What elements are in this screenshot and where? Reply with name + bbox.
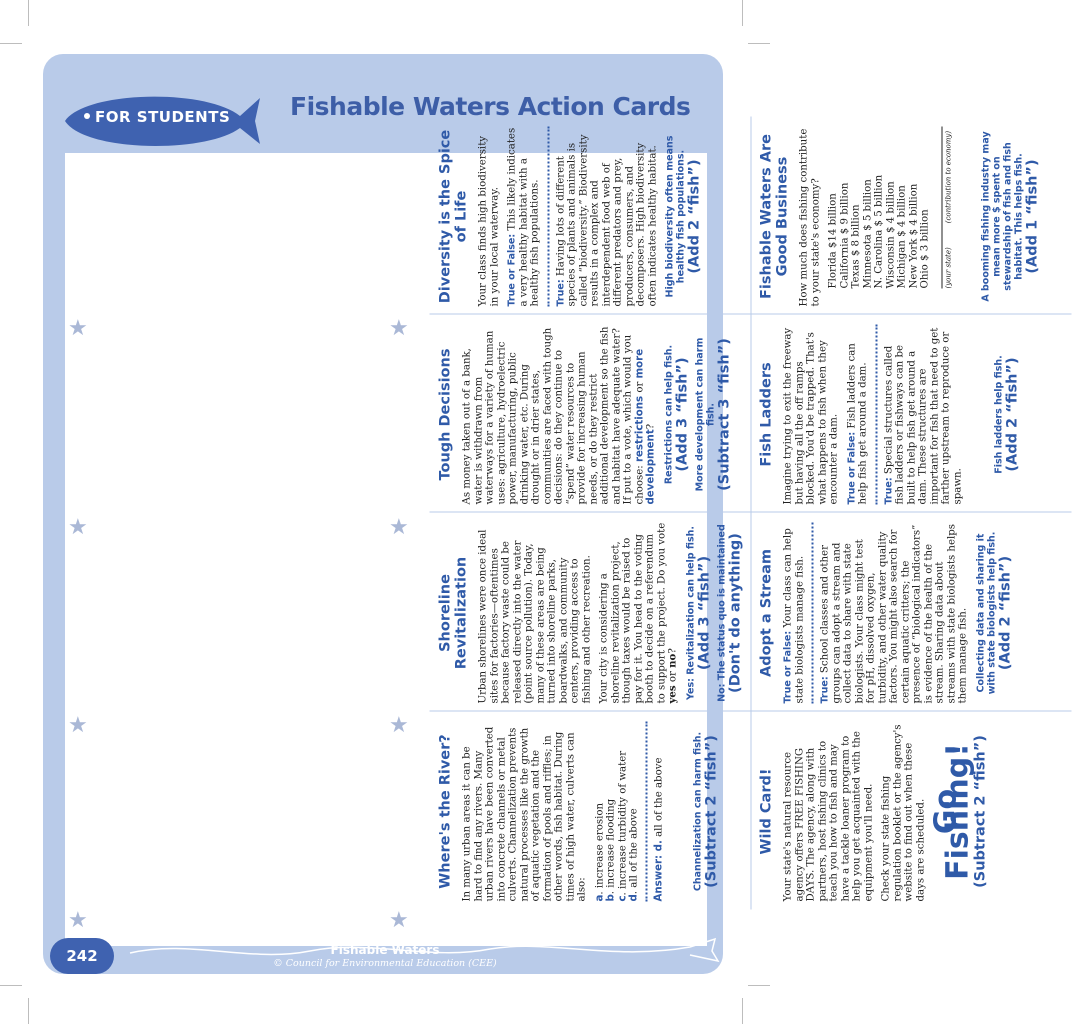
- card-where-river: [430, 712, 751, 910]
- card-title: Tough Decisions: [437, 348, 454, 481]
- option-b: b. increase flooding: [605, 798, 617, 902]
- card-shoreline: [430, 513, 751, 712]
- card-body: Your state's natural resource agency offers FREE FISHING DAYS. The agency, along with partners, host fishing clinics to teach you how to fish and may have a tackle loaner program to help you get acquainted with the equipment you'll need.: [782, 731, 874, 902]
- go-fishing: Go Fishing!: [928, 743, 975, 880]
- score: (Add 2 “fish”): [686, 159, 703, 274]
- card-title: Diversity is the Spice of Life: [437, 129, 470, 304]
- card-title: Fishable Waters Are Good Business: [758, 134, 791, 299]
- list-item: Minnesota $ 5 billion: [862, 179, 873, 289]
- score: (Add 2 “fish”): [1004, 357, 1021, 472]
- true-answer: True: Special structures called fish ladders or fishways can be built to help fish get around a dam. These structures are important for fish that need to get farther upstream to reproduce or spawn.: [883, 327, 963, 505]
- true-answer: True: Having lots of different species of plants and animals is called “biodiversity.” Biodiversity results in a complex and interdependent food web of different predators and prey, producers, consumers, and decomposers. High biodiversity often indicates healthy habitat.: [555, 134, 658, 307]
- true-false: True or False: Your class can help state biologists manage fish.: [782, 528, 805, 704]
- score: (Add 2 “fish”): [997, 555, 1013, 671]
- page-number: 242: [50, 938, 114, 974]
- star-icon: ★: [68, 908, 88, 933]
- score: (Subtract 2 “fish”): [703, 735, 720, 888]
- result: Channelization can harm fish.: [692, 731, 704, 892]
- score-development: (Subtract 3 “fish”): [716, 338, 733, 491]
- card-good-business: [751, 117, 1072, 315]
- card-grid: [430, 117, 1072, 910]
- score-yes: (Add 3 “fish”): [696, 555, 712, 671]
- crop-mark: [748, 43, 770, 44]
- option-d: d. all of the above: [628, 808, 640, 902]
- card-diversity: [430, 117, 751, 315]
- card-body: Imagine trying to exit the freeway but having all the off ramps blocked. You'd be trapped. That's what happens to fish when they encounter a dam.: [782, 327, 840, 505]
- footer-copyright: © Council for Environmental Education (CEE): [273, 958, 497, 969]
- crop-mark: [28, 0, 29, 26]
- star-icon: ★: [389, 713, 409, 738]
- crop-mark: [28, 998, 29, 1024]
- result: Collecting data and sharing it with state biologists help fish.: [975, 531, 997, 695]
- option-a: a. increase erosion: [594, 802, 605, 902]
- true-answer: True: School classes and other groups can adopt a stream and collect data to share with state biologists. Your class might test for pH, dissolved oxygen, turbidity, and other water quality factors. You might also search for certain aquatic critters; the presence of “biological indicators” is evidence of the health of the stream. Sharing data about streams with state biologists helps them manage fish.: [819, 523, 969, 704]
- card-title: Shoreline Revitalization: [437, 556, 470, 670]
- footer-brand: Fishable Waters: [330, 943, 440, 957]
- card-body: As money taken out of a bank, water is withdrawn from waterways for a variety of human uses: agriculture, hydroelectric power, manufacturing, public drinking water, etc. During drought or in drier states, communities are faced with tough decisions: do they continue to “spend” water resources to provide for increasing human needs, or do they restrict additional development so the fish and habitat have adequate water? If put to a vote, which would you choose: restrictions or more development?: [461, 326, 657, 505]
- card-title: Wild Card!: [758, 768, 775, 855]
- list-item: Wisconsin $ 4 billion: [885, 181, 896, 289]
- option-c: c. increase turbidity of water: [617, 750, 628, 902]
- list-item: California $ 9 billion: [839, 182, 850, 289]
- result-restrictions: Restrictions can help fish.: [663, 344, 674, 485]
- list-item: Florida $14 billion: [827, 193, 839, 289]
- list-item: Ohio $ 3 billion: [919, 209, 931, 289]
- state-list: [828, 127, 932, 289]
- crop-mark: [742, 0, 743, 26]
- crop-mark: [748, 985, 770, 986]
- score-restrictions: (Add 3 “fish”): [674, 357, 690, 472]
- score: (Add 1 “fish”): [1024, 159, 1041, 274]
- for-students-badge: [55, 86, 265, 156]
- card-body: How much does fishing contribute to your state's economy?: [798, 128, 821, 307]
- crop-mark: [0, 985, 22, 986]
- card-wild-card: [751, 712, 1072, 910]
- answer: Answer: d. all of the above: [653, 757, 664, 902]
- card-body: Your class finds high biodiversity in your local waterway.: [477, 135, 500, 307]
- list-item: New York $ 4 billion: [908, 183, 919, 289]
- result: High biodiversity often means healthy fish populations.: [664, 135, 687, 298]
- result-no: No: The status quo is maintained: [716, 524, 728, 702]
- score-no: (Don't do anything): [727, 533, 744, 693]
- card-body: Urban shorelines were once ideal sites for factories—oftentimes because factory waste could be released directly into the water (point source pollution). Today, many of these areas are being turned into shoreline parks, boardwalks, and community centers, providing access to fishing and other recreation.: [477, 529, 592, 704]
- card-adopt-stream: [751, 513, 1072, 712]
- list-item: N. Carolina $ 5 billion: [873, 174, 885, 289]
- list-item: Texas $ 8 billion: [850, 204, 862, 289]
- blank-line: (your state)(contribution to economy): [941, 127, 955, 289]
- true-false: True or False: This likely indicates a very healthy habitat with a healthy fish populations.: [506, 127, 541, 307]
- score: (Subtract 2 “fish”): [972, 735, 989, 888]
- page-title: Fishable Waters Action Cards: [290, 92, 691, 121]
- card-fish-ladders: [751, 315, 1072, 513]
- star-icon: ★: [68, 515, 88, 540]
- star-icon: ★: [389, 515, 409, 540]
- crop-mark: [742, 998, 743, 1024]
- star-icon: ★: [389, 316, 409, 341]
- card-body: Check your state fishing regulation booklet or the agency's website to find out when these days are scheduled.: [880, 724, 926, 902]
- card-tough-decisions: [430, 315, 751, 513]
- star-icon: ★: [68, 713, 88, 738]
- result: Fish ladders help fish.: [993, 355, 1005, 474]
- true-false: True or False: Fish ladders can help fish get around a dam.: [846, 343, 869, 505]
- star-icon: ★: [389, 908, 409, 933]
- card-body: Your city is considering a shoreline revitalization project, though taxes would be raised to pay for it. You head to the voting booth to decide on a referendum to support the project. Do you vote yes or no?: [598, 522, 679, 704]
- card-title: Fish Ladders: [758, 362, 775, 467]
- card-title: Adopt a Stream: [758, 549, 775, 678]
- result: A booming fishing industry may mean more $ spent on stewardship of fish and fish habitat. This helps fish.: [980, 131, 1025, 302]
- card-body: In many urban areas it can be hard to find any rivers. Many urban rivers have been converted into concrete channels or metal culverts. Channelization prevents natural processes like the growth of aquatic vegetation and the formation of pools and riffles; in other words, fish habitat. During times of high water, culverts can also:: [461, 726, 588, 902]
- badge-label: FOR STUDENTS: [95, 108, 231, 126]
- list-item: Michigan $ 4 billion: [896, 185, 908, 289]
- star-icon: ★: [68, 316, 88, 341]
- crop-mark: [0, 43, 22, 44]
- card-title: Where's the River?: [437, 734, 454, 889]
- result-development: More development can harm fish.: [694, 337, 717, 492]
- result-yes: Yes: Revitalization can help fish.: [685, 526, 696, 700]
